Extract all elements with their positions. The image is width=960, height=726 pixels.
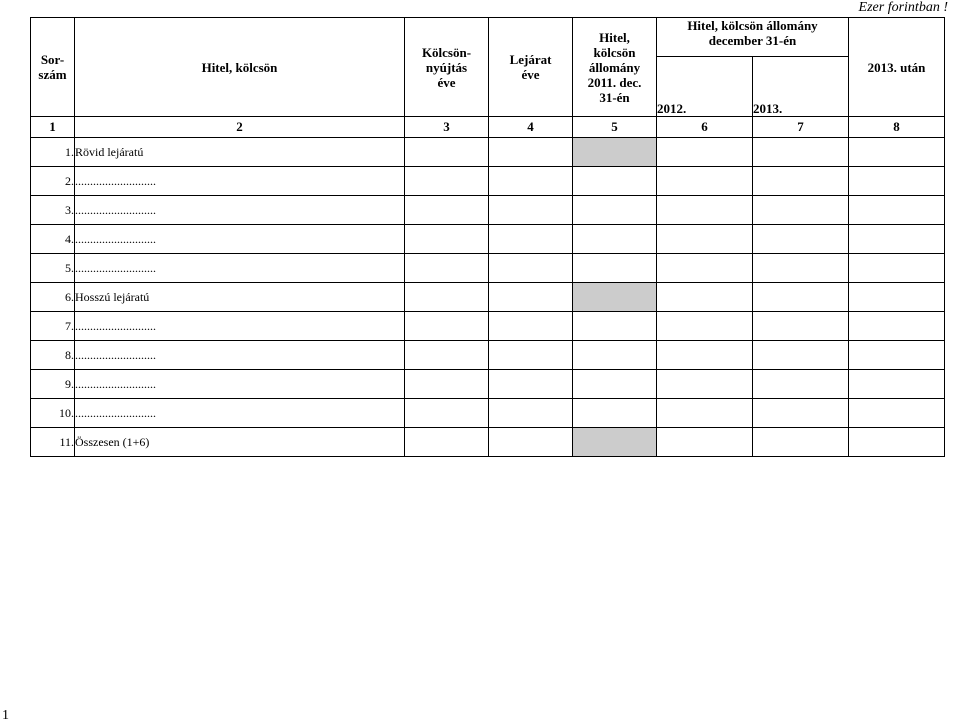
loan-table [30,17,945,457]
value-cell[interactable] [489,254,573,283]
value-cell[interactable] [753,138,849,167]
header-2013: 2013. [753,57,849,117]
page-number: 1 [2,708,9,723]
row-number: 10. [31,399,75,428]
value-cell[interactable] [753,254,849,283]
column-number: 1 [31,117,75,138]
column-number-row [31,117,945,138]
table-row [31,138,945,167]
table-row [31,341,945,370]
value-cell[interactable] [753,399,849,428]
value-cell[interactable] [489,312,573,341]
value-cell[interactable] [405,312,489,341]
column-number: 7 [753,117,849,138]
header-lejarat: Lejárat éve [489,18,573,117]
value-cell[interactable] [405,138,489,167]
table-row [31,196,945,225]
column-number: 6 [657,117,753,138]
row-number: 4. [31,225,75,254]
value-cell[interactable] [573,341,657,370]
value-cell[interactable] [657,254,753,283]
value-cell[interactable] [657,167,753,196]
value-cell[interactable] [849,138,945,167]
column-number: 8 [849,117,945,138]
value-cell[interactable] [405,283,489,312]
value-cell[interactable] [849,370,945,399]
row-number: 1. [31,138,75,167]
value-cell[interactable] [573,370,657,399]
row-name: Rövid lejáratú [75,138,405,167]
table-row [31,399,945,428]
value-cell[interactable] [573,254,657,283]
row-number: 11. [31,428,75,457]
value-cell[interactable] [573,167,657,196]
row-number: 7. [31,312,75,341]
row-name: ........................... [75,312,405,341]
table-row [31,167,945,196]
table-row [31,428,945,457]
value-cell[interactable] [753,283,849,312]
value-cell[interactable] [657,370,753,399]
value-cell[interactable] [849,312,945,341]
row-name: Hosszú lejáratú [75,283,405,312]
row-number: 6. [31,283,75,312]
value-cell[interactable] [405,196,489,225]
value-cell[interactable] [573,138,657,167]
value-cell[interactable] [657,399,753,428]
column-number: 3 [405,117,489,138]
value-cell[interactable] [489,399,573,428]
value-cell[interactable] [657,196,753,225]
value-cell[interactable] [753,225,849,254]
value-cell[interactable] [849,196,945,225]
value-cell[interactable] [753,312,849,341]
unit-label: Ezer forintban ! [858,0,948,15]
value-cell[interactable] [753,428,849,457]
column-number: 5 [573,117,657,138]
value-cell[interactable] [573,283,657,312]
value-cell[interactable] [573,312,657,341]
header-allomany-2011: Hitel, kölcsön állomány 2011. dec. 31-én [573,18,657,117]
value-cell[interactable] [489,167,573,196]
header-hitel-kolcson: Hitel, kölcsön [75,18,405,117]
value-cell[interactable] [657,312,753,341]
value-cell[interactable] [849,254,945,283]
value-cell[interactable] [405,341,489,370]
value-cell[interactable] [405,225,489,254]
row-number: 9. [31,370,75,399]
table-row [31,254,945,283]
header-allomany-group: Hitel, kölcsön állomány december 31-én [657,18,849,57]
value-cell[interactable] [489,428,573,457]
value-cell[interactable] [849,225,945,254]
value-cell[interactable] [573,399,657,428]
value-cell[interactable] [849,167,945,196]
value-cell[interactable] [849,283,945,312]
table-row [31,370,945,399]
row-name: ........................... [75,399,405,428]
value-cell[interactable] [849,399,945,428]
value-cell[interactable] [849,428,945,457]
value-cell[interactable] [753,196,849,225]
value-cell[interactable] [753,167,849,196]
row-number: 5. [31,254,75,283]
table-row [31,312,945,341]
value-cell[interactable] [849,341,945,370]
value-cell[interactable] [405,370,489,399]
value-cell[interactable] [489,196,573,225]
value-cell[interactable] [405,167,489,196]
value-cell[interactable] [657,428,753,457]
header-2012: 2012. [657,57,753,117]
row-name: ........................... [75,370,405,399]
row-name: ........................... [75,254,405,283]
value-cell[interactable] [489,283,573,312]
value-cell[interactable] [405,428,489,457]
column-number: 2 [75,117,405,138]
value-cell[interactable] [573,225,657,254]
value-cell[interactable] [657,283,753,312]
row-name: ........................... [75,341,405,370]
column-number: 4 [489,117,573,138]
value-cell[interactable] [573,428,657,457]
row-number: 8. [31,341,75,370]
value-cell[interactable] [489,370,573,399]
row-name: ........................... [75,225,405,254]
row-name: ........................... [75,196,405,225]
value-cell[interactable] [405,254,489,283]
value-cell[interactable] [657,341,753,370]
row-number: 2. [31,167,75,196]
table-row [31,225,945,254]
value-cell[interactable] [405,399,489,428]
row-name: Összesen (1+6) [75,428,405,457]
value-cell[interactable] [489,341,573,370]
row-name: ........................... [75,167,405,196]
header-sorszam: Sor- szám [31,18,75,117]
header-2013-utan: 2013. után [849,18,945,117]
row-number: 3. [31,196,75,225]
table-row [31,283,945,312]
value-cell[interactable] [573,196,657,225]
value-cell[interactable] [489,138,573,167]
value-cell[interactable] [753,370,849,399]
value-cell[interactable] [657,225,753,254]
value-cell[interactable] [753,341,849,370]
header-kolcsonnyujtas: Kölcsön- nyújtás éve [405,18,489,117]
value-cell[interactable] [657,138,753,167]
value-cell[interactable] [489,225,573,254]
